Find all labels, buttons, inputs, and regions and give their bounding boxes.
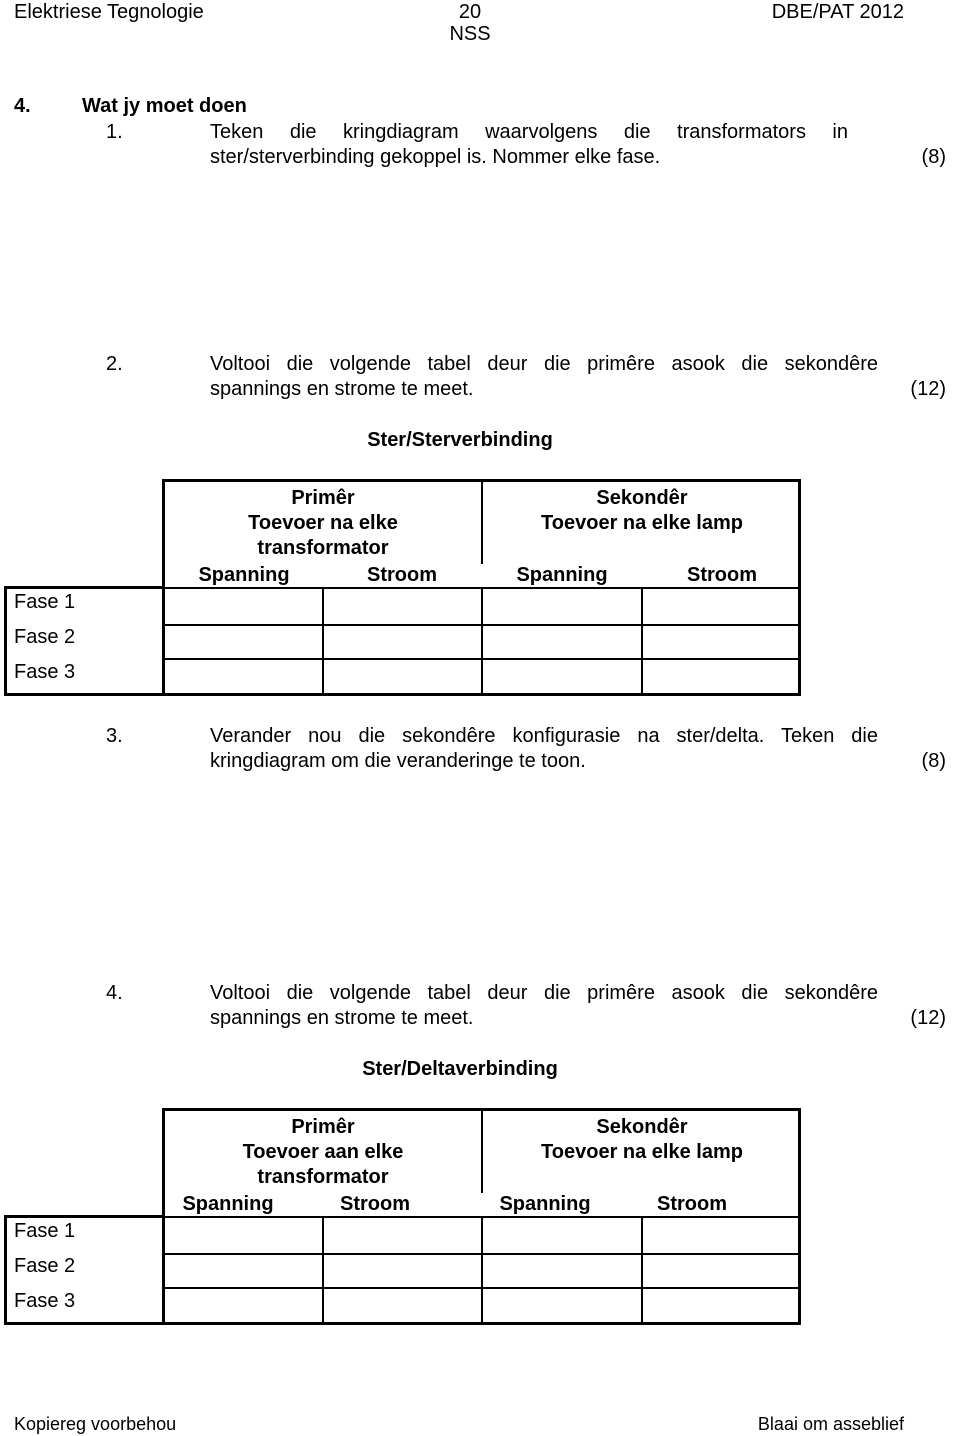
question-2-line-1: Voltooi die volgende tabel deur die primêre asook die sekondêre — [210, 353, 878, 375]
table-2-row-bottom-rule — [4, 1322, 164, 1325]
table-2-row-left-rule — [4, 1215, 7, 1325]
section-number: 4. — [14, 95, 31, 117]
question-4-marks: (12) — [910, 1007, 946, 1029]
header-page-number: 20 — [458, 1, 482, 23]
table-1-row-left-rule — [4, 586, 7, 696]
table-2-col-stroom-secondary: Stroom — [657, 1193, 727, 1215]
question-4-line-1: Voltooi die volgende tabel deur die primêre asook die sekondêre — [210, 982, 878, 1004]
table-2-row-rule — [4, 1215, 164, 1218]
table-2-col-spanning-secondary: Spanning — [499, 1193, 591, 1215]
table-2-row-fase-2: Fase 2 — [14, 1255, 76, 1277]
table-1-row-fase-3: Fase 3 — [14, 661, 76, 683]
table-2-secondary-sub-1: Toevoer na elke lamp — [541, 1141, 743, 1163]
question-3-line-1: Verander nou die sekondêre konfigurasie na ster/delta. Teken die — [210, 725, 878, 747]
table-2-primary-heading: Primêr — [291, 1116, 355, 1138]
table-1 — [162, 479, 801, 696]
section-title: Wat jy moet doen — [82, 95, 247, 117]
table-1-secondary-heading: Sekondêr — [596, 487, 688, 509]
footer-turn-page: Blaai om asseblief — [757, 1414, 904, 1434]
question-1-line-1: Teken die kringdiagram waarvolgens die transformators in — [210, 121, 848, 143]
table-1-primary-heading: Primêr — [291, 487, 355, 509]
table-2 — [162, 1108, 801, 1325]
table-1-title: Ster/Sterverbinding — [367, 429, 553, 451]
table-1-col-spanning-primary: Spanning — [198, 564, 290, 586]
header-nss: NSS — [449, 23, 491, 45]
table-2-col-stroom-primary: Stroom — [340, 1193, 410, 1215]
table-1-col-stroom-primary: Stroom — [367, 564, 437, 586]
question-2-number: 2. — [106, 353, 123, 375]
question-2-marks: (12) — [910, 378, 946, 400]
table-2-title: Ster/Deltaverbinding — [362, 1058, 558, 1080]
header-subject: Elektriese Tegnologie — [14, 1, 204, 23]
table-2-col-spanning-primary: Spanning — [182, 1193, 274, 1215]
table-2-secondary-heading: Sekondêr — [596, 1116, 688, 1138]
question-4-line-2: spannings en strome te meet. — [210, 1007, 474, 1029]
question-4-number: 4. — [106, 982, 123, 1004]
table-1-row-fase-1: Fase 1 — [14, 591, 76, 613]
question-1-line-2: ster/sterverbinding gekoppel is. Nommer elke fase. — [210, 146, 661, 168]
table-1-primary-sub-2: transformator — [257, 537, 389, 559]
table-2-primary-sub-2: transformator — [257, 1166, 389, 1188]
table-1-col-stroom-secondary: Stroom — [687, 564, 757, 586]
table-1-secondary-sub-1: Toevoer na elke lamp — [541, 512, 743, 534]
table-2-row-fase-1: Fase 1 — [14, 1220, 76, 1242]
table-2-row-fase-3: Fase 3 — [14, 1290, 76, 1312]
question-3-marks: (8) — [921, 750, 946, 772]
table-1-row-bottom-rule — [4, 693, 164, 696]
table-1-row-rule — [4, 586, 164, 589]
question-1-marks: (8) — [921, 146, 946, 168]
table-2-primary-sub-1: Toevoer aan elke — [242, 1141, 404, 1163]
question-1-number: 1. — [106, 121, 123, 143]
question-2-line-2: spannings en strome te meet. — [210, 378, 474, 400]
table-1-primary-sub-1: Toevoer na elke — [248, 512, 398, 534]
footer-copyright: Kopiereg voorbehou — [14, 1414, 177, 1434]
table-1-row-fase-2: Fase 2 — [14, 626, 76, 648]
question-3-number: 3. — [106, 725, 123, 747]
header-exam-code: DBE/PAT 2012 — [771, 1, 904, 23]
table-1-col-spanning-secondary: Spanning — [516, 564, 608, 586]
question-3-line-2: kringdiagram om die veranderinge te toon. — [210, 750, 586, 772]
